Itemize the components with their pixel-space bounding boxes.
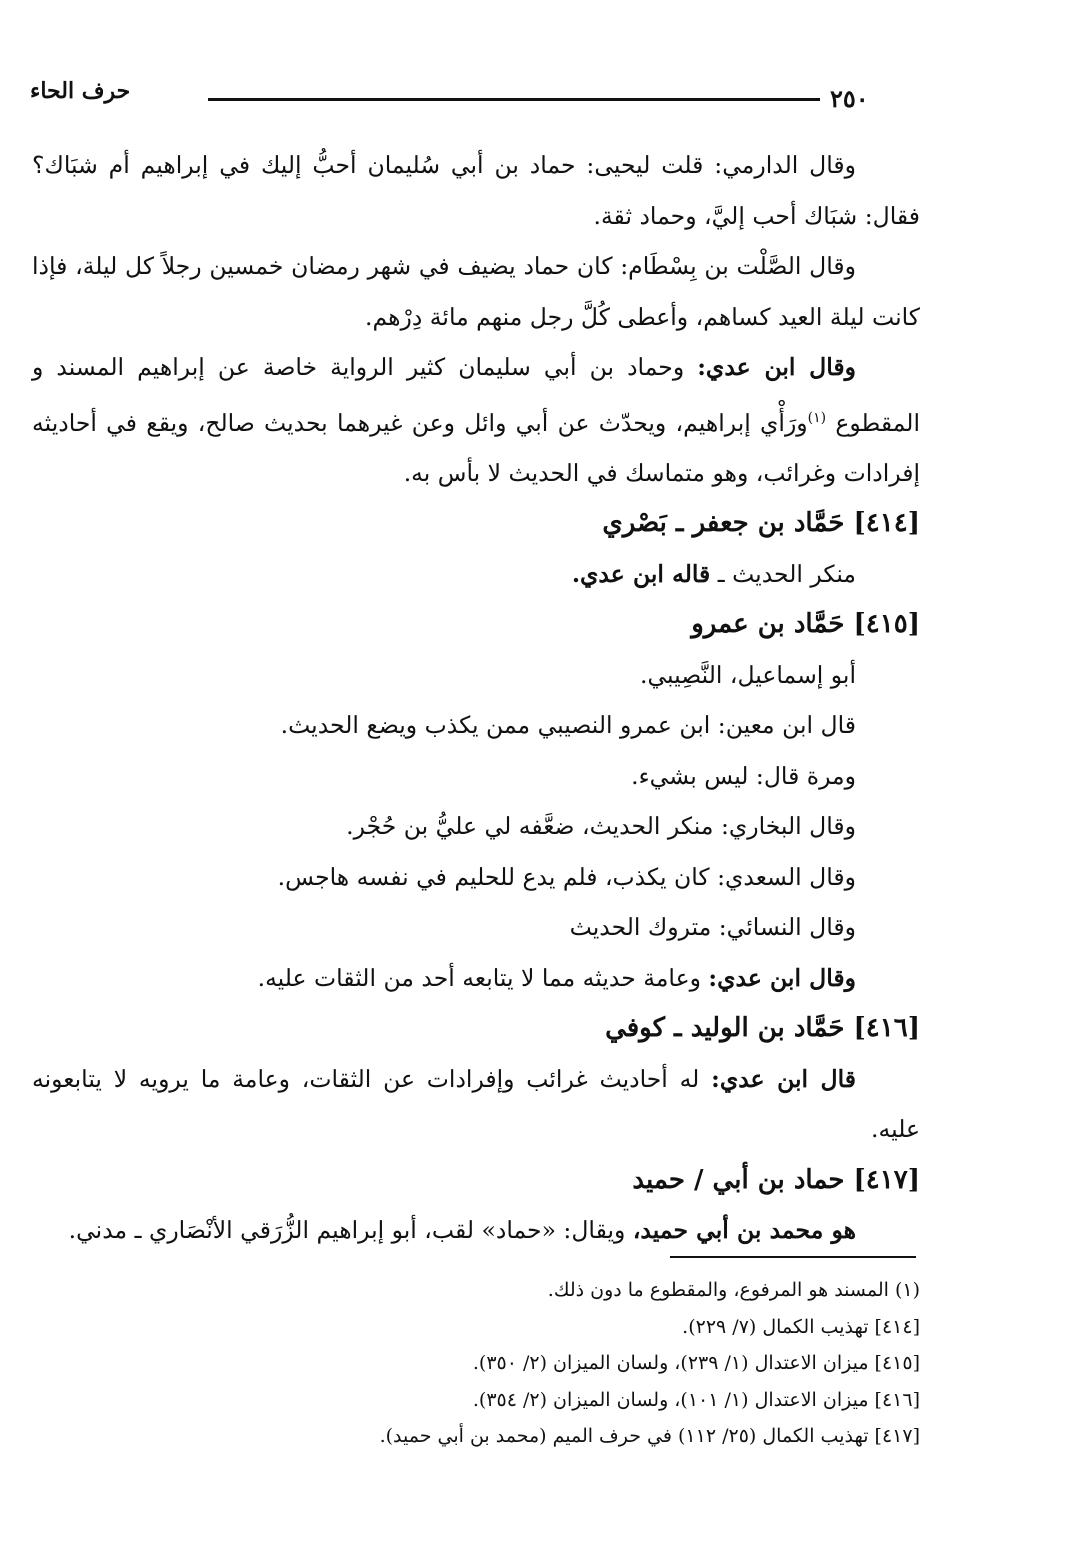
entry-line: [32, 1054, 920, 1155]
footnote: (١) المسند هو المرفوع، والمقطوع ما دون ذلك.: [547, 1279, 920, 1301]
quote-lead: هو محمد بن أبي حميد،: [632, 1216, 856, 1245]
line-text: وعامة حديثه مما لا يتابعه أحد من الثقات عليه.: [257, 963, 709, 992]
page-header: [30, 78, 914, 118]
entry-heading-417: [32, 1155, 920, 1206]
footnote: [٤١٥] ميزان الاعتدال (١/ ٢٣٩)، ولسان الميزان (٢/ ٣٥٠).: [472, 1352, 920, 1374]
entry-line: قال ابن معين: ابن عمرو النصيبي ممن يكذب ويضع الحديث.: [280, 711, 856, 740]
footnote: [٤١٧] تهذيب الكمال (٢٥/ ١١٢) في حرف الميم (محمد بن أبي حميد).: [379, 1425, 920, 1447]
paragraph-darimi: وقال الدارمي: قلت ليحيى: حماد بن أبي سُليمان أحبُّ إليك في إبراهيم أم شبَاك؟ فقال: شبَاك أحب إليَّ، وحماد ثقة.: [32, 151, 920, 230]
footnote-rule: [670, 1256, 916, 1258]
line-text: ويقال: «حماد» لقب، أبو إبراهيم الزُّرَقي الأنْصَاري ـ مدني.: [68, 1216, 633, 1245]
entry-line: وقال البخاري: منكر الحديث، ضعَّفه لي عليُّ بن حُجْر.: [346, 812, 856, 841]
line-text: منكر الحديث ـ: [710, 559, 856, 588]
line-bold-tail: قاله ابن عدي.: [571, 559, 711, 588]
header-rule: [208, 98, 820, 101]
footnotes: [32, 1272, 920, 1455]
entry-line: [32, 549, 920, 600]
entry-line: [32, 953, 920, 1004]
paragraph-ibn-adi: [32, 342, 920, 498]
footnote: [٤١٤] تهذيب الكمال (٧/ ٢٢٩).: [682, 1315, 920, 1338]
running-head: حرف الحاء: [30, 78, 131, 104]
entry-line: وقال السعدي: كان يكذب، فلم يدع للحليم في نفسه هاجس.: [277, 862, 856, 891]
paragraph-salt: وقال الصَّلْت بن بِسْطَام: كان حماد يضيف في شهر رمضان خمسين رجلاً كل ليلة، فإذا كانت ليلة العيد كساهم، وأعطى كُلَّ رجل منهم مائة دِرْهم.: [32, 252, 920, 331]
main-text: [32, 140, 920, 1256]
entry-line: أبو إسماعيل، النَّصِيبي.: [639, 660, 856, 689]
page-number: ٢٥٠: [830, 84, 869, 113]
entry-line: وقال النسائي: متروك الحديث: [569, 913, 856, 942]
paragraph-text: وحماد بن أبي سليمان كثير الرواية خاصة عن إبراهيم المسند و المقطوع: [32, 353, 920, 437]
entry-heading-414: [٤١٤] حَمَّاد بن جعفر ـ بَصْري: [602, 508, 920, 539]
line-text: له أحاديث غرائب وإفرادات عن الثقات، وعامة ما يرويه لا يتابعونه عليه.: [32, 1064, 920, 1144]
quote-lead: قال ابن عدي:: [711, 1064, 856, 1093]
footnote: [٤١٦] ميزان الاعتدال (١/ ١٠١)، ولسان الميزان (٢/ ٣٥٤).: [472, 1388, 920, 1411]
heading-text: [٤١٧] حماد بن أبي / حميد: [632, 1164, 920, 1195]
paragraph-text: ورَأْي إبراهيم، ويحدّث عن أبي وائل وعن غيرهما بحديث صالح، ويقع في أحاديثه إفرادات وغرائب، وهو متماسك في الحديث لا بأس به.: [32, 408, 920, 487]
entry-heading-415: [٤١٥] حَمَّاد بن عمرو: [691, 609, 920, 640]
quote-lead: وقال ابن عدي:: [697, 353, 856, 381]
entry-heading-416: [٤١٦] حَمَّاد بن الوليد ـ كوفي: [605, 1013, 920, 1044]
footnote-marker[interactable]: (١): [807, 409, 827, 426]
entry-line: ومرة قال: ليس بشيء.: [631, 761, 856, 790]
entry-line: [32, 1205, 920, 1256]
quote-lead: وقال ابن عدي:: [708, 963, 856, 992]
